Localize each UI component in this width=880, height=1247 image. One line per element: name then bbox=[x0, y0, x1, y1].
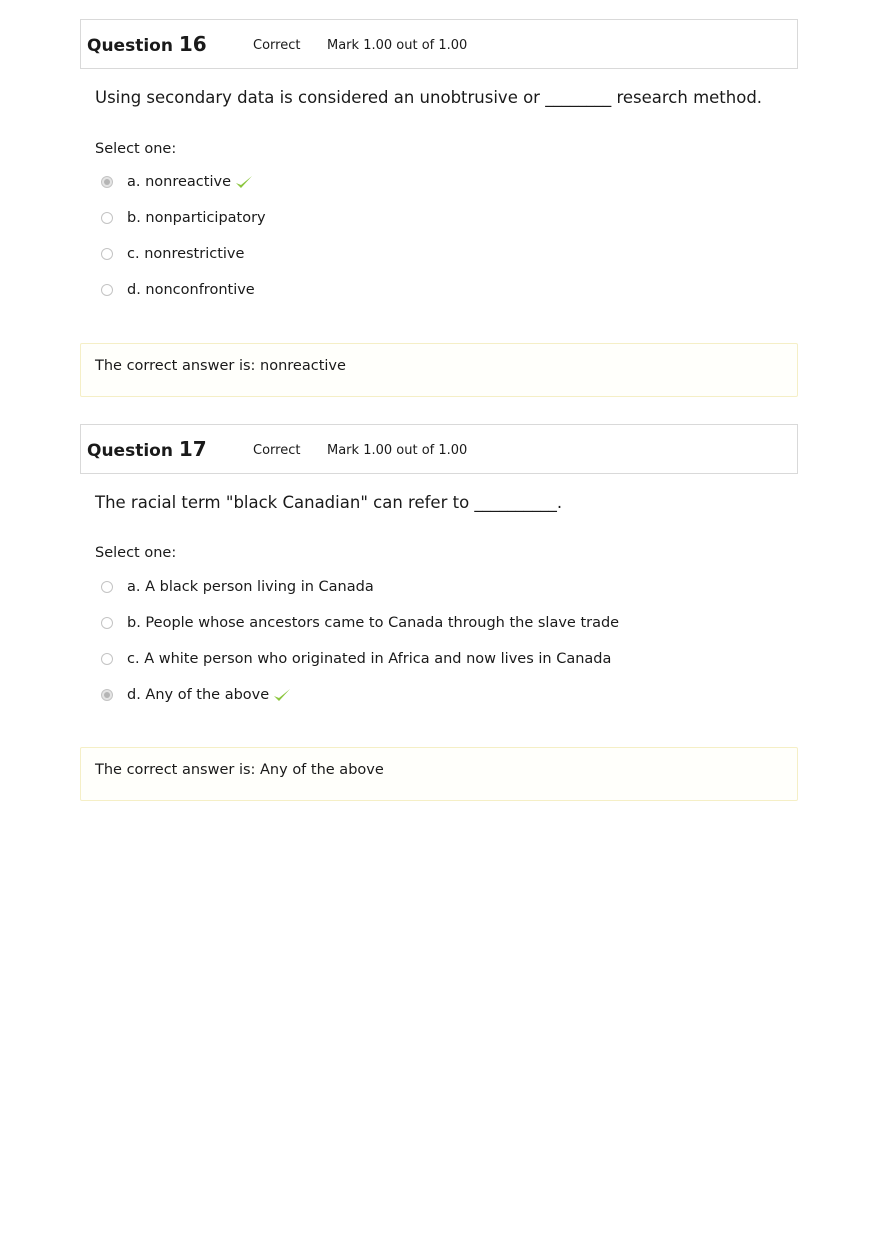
radio-button[interactable] bbox=[101, 212, 113, 224]
answer-option-a[interactable] bbox=[101, 171, 253, 193]
question-mark: Mark 1.00 out of 1.00 bbox=[327, 443, 468, 458]
answer-option-c[interactable] bbox=[101, 243, 244, 265]
option-label: b. People whose ancestors came to Canada through the slave trade bbox=[127, 615, 620, 631]
option-label: c. A white person who originated in Africa and now lives in Canada bbox=[127, 651, 612, 667]
option-label: d. nonconfrontive bbox=[127, 282, 255, 298]
correct-answer-text: The correct answer is: nonreactive bbox=[95, 358, 346, 374]
radio-button[interactable] bbox=[101, 284, 113, 296]
question-17-feedback bbox=[80, 747, 798, 801]
option-label: a. nonreactive bbox=[127, 174, 231, 190]
question-16-text: Using secondary data is considered an unobtrusive or ________ research method. bbox=[95, 88, 763, 107]
option-label: c. nonrestrictive bbox=[127, 246, 245, 262]
answer-option-b[interactable] bbox=[101, 207, 266, 229]
radio-button[interactable] bbox=[101, 653, 113, 665]
question-17-text: The racial term "black Canadian" can refer to __________. bbox=[95, 493, 563, 512]
checkmark-icon bbox=[235, 174, 253, 190]
question-state: Correct bbox=[253, 38, 301, 53]
question-mark: Mark 1.00 out of 1.00 bbox=[327, 38, 468, 53]
option-label: b. nonparticipatory bbox=[127, 210, 266, 226]
question-state: Correct bbox=[253, 443, 301, 458]
answer-option-c[interactable] bbox=[101, 648, 611, 670]
question-17-header bbox=[80, 424, 798, 474]
option-label: d. Any of the above bbox=[127, 687, 270, 703]
question-title: Question 16 bbox=[87, 32, 207, 56]
radio-button[interactable] bbox=[101, 248, 113, 260]
radio-button[interactable] bbox=[101, 617, 113, 629]
question-16-feedback bbox=[80, 343, 798, 397]
question-16-header bbox=[80, 19, 798, 69]
question-title: Question 17 bbox=[87, 437, 207, 461]
select-one-label: Select one: bbox=[95, 545, 177, 561]
answer-option-b[interactable] bbox=[101, 612, 619, 634]
answer-option-d[interactable] bbox=[101, 684, 291, 706]
correct-answer-text: The correct answer is: Any of the above bbox=[95, 762, 384, 778]
answer-option-d[interactable] bbox=[101, 279, 255, 301]
option-label: a. A black person living in Canada bbox=[127, 579, 374, 595]
radio-button[interactable] bbox=[101, 689, 113, 701]
answer-option-a[interactable] bbox=[101, 576, 374, 598]
checkmark-icon bbox=[273, 687, 291, 703]
radio-button[interactable] bbox=[101, 176, 113, 188]
radio-button[interactable] bbox=[101, 581, 113, 593]
select-one-label: Select one: bbox=[95, 141, 177, 157]
